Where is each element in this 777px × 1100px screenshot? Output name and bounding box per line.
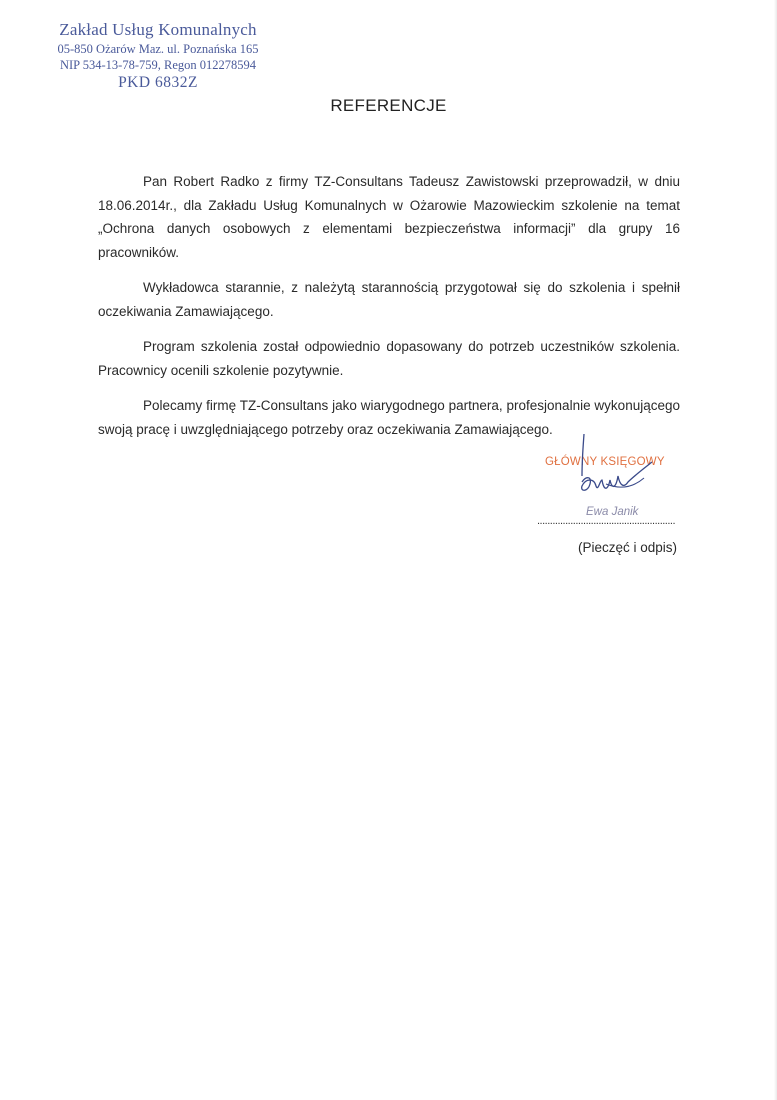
paragraph: Wykładowca starannie, z należytą starannością przygotował się do szkolenia i spełnił oczekiwania Zamawiającego. bbox=[98, 280, 680, 319]
stamp-address: 05-850 Ożarów Maz. ul. Poznańska 165 bbox=[57, 42, 259, 56]
signature-caption: (Pieczęć i odpis) bbox=[578, 540, 678, 555]
document-body bbox=[98, 170, 680, 453]
signatory-name-stamp: Ewa Janik bbox=[586, 506, 639, 518]
document-title: REFERENCJE bbox=[330, 96, 447, 115]
position-stamp: GŁÓWNY KSIĘGOWY bbox=[545, 456, 665, 468]
signature-line: ...................................................... bbox=[537, 515, 676, 527]
paragraph: Polecamy firmę TZ-Consultans jako wiarygodnego partnera, profesjonalnie wykonującego swoją pracę i uwzględniającego potrzeby oraz oczekiwania Zamawiającego. bbox=[98, 398, 680, 437]
company-stamp bbox=[38, 20, 278, 92]
stamp-ids: NIP 534-13-78-759, Regon 012278594 bbox=[59, 58, 257, 72]
stamp-pkd: PKD 6832Z bbox=[118, 74, 198, 91]
paragraph: Pan Robert Radko z firmy TZ-Consultans Tadeusz Zawistowski przeprowadził, w dniu 18.06.2014r., dla Zakładu Usług Komunalnych w Ożarowie Mazowieckim szkolenie na temat „Ochrona danych osobowych z elementami bezpieczeństwa informacji” dla grupy 16 pracowników. bbox=[98, 174, 680, 260]
paragraph: Program szkolenia został odpowiednio dopasowany do potrzeb uczestników szkolenia. Pracownicy ocenili szkolenie pozytywnie. bbox=[98, 339, 680, 378]
stamp-company-name: Zakład Usług Komunalnych bbox=[59, 20, 257, 39]
